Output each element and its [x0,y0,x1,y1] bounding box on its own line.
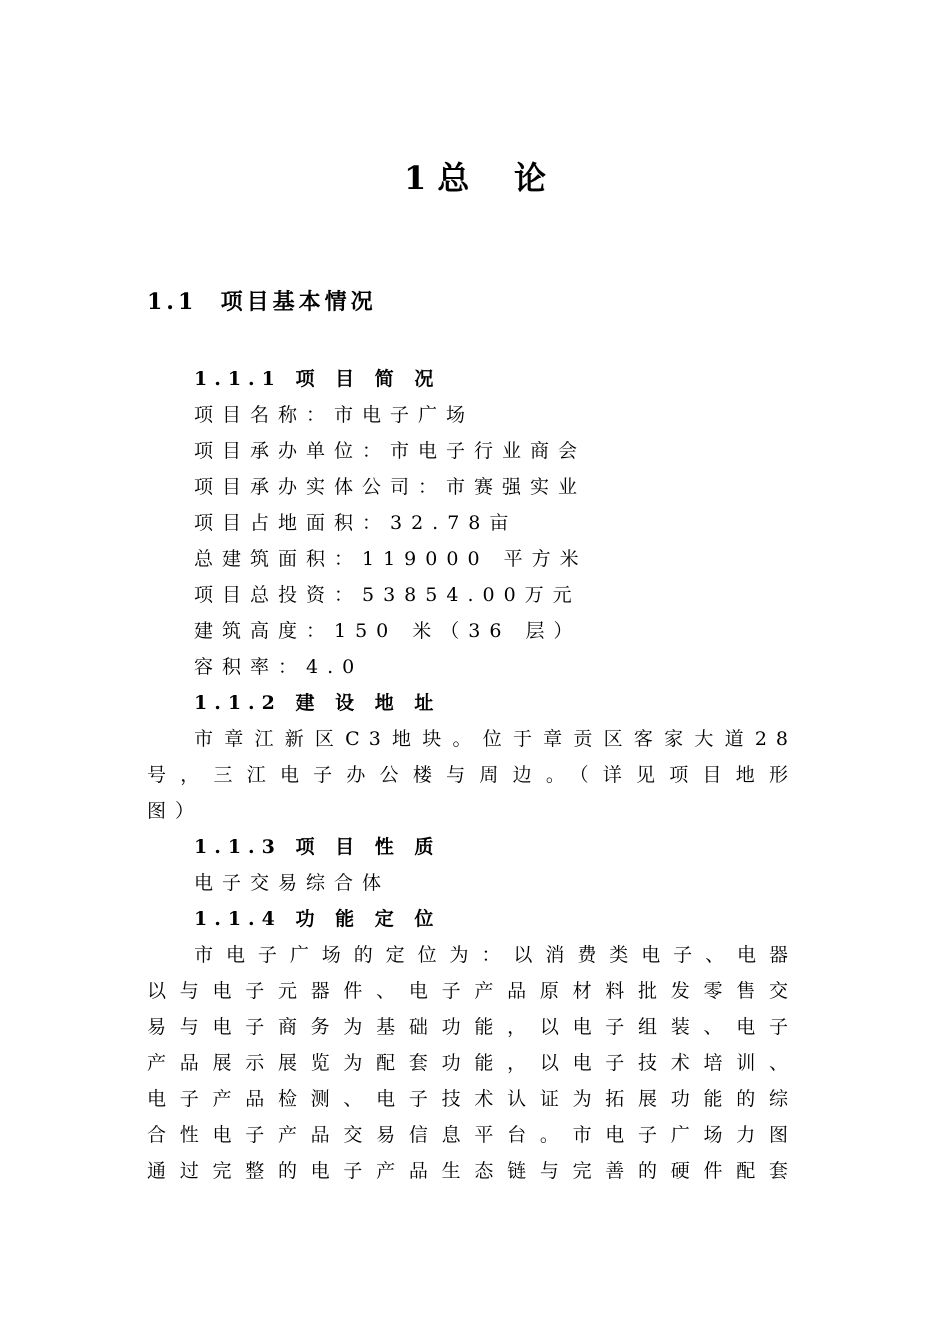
project-organizer-item: 项目承办单位：市电子行业商会 [194,440,587,462]
project-overview-section [147,361,797,1189]
project-nature-heading: 1.1.3 项 目 性 质 [194,836,441,858]
function-positioning-heading: 1.1.4 功 能 定 位 [194,908,441,930]
paragraph-line: 号，三江电子办公楼与周边。（详见项目地形 [147,764,797,786]
paragraph-line: 市章江新区C3地块。位于章贡区客家大道28 [194,728,797,750]
project-land-area-item: 项目占地面积：32.78亩 [194,512,518,534]
project-nature-text: 电子交易综合体 [194,872,391,894]
project-name-item: 项目名称：市电子广场 [194,404,475,426]
paragraph-line: 合性电子产品交易信息平台。市电子广场力图 [147,1124,797,1146]
site-address-heading: 1.1.2 建 设 地 址 [194,692,441,714]
site-address-paragraph [147,721,797,829]
paragraph-line: 以与电子元器件、电子产品原材料批发零售交 [147,980,797,1002]
paragraph-line: 电子产品检测、电子技术认证为拓展功能的综 [147,1088,797,1110]
chapter-title: 1 总 论 [404,159,546,197]
project-building-area-item: 总建筑面积：119000 平方米 [194,548,588,570]
project-overview-heading: 1.1.1 项 目 简 况 [194,368,441,390]
function-positioning-paragraph [147,937,797,1189]
paragraph-line: 图） [147,800,204,822]
paragraph-line: 产品展示展览为配套功能，以电子技术培训、 [147,1052,797,1074]
paragraph-line: 易与电子商务为基础功能，以电子组装、电子 [147,1016,797,1038]
paragraph-line: 通过完整的电子产品生态链与完善的硬件配套 [147,1160,797,1182]
paragraph-line: 市电子广场的定位为：以消费类电子、电器 [194,944,797,966]
project-plot-ratio-item: 容积率：4.0 [194,656,364,678]
section-title: 1.1 项目基本情况 [147,289,377,315]
project-height-item: 建筑高度：150 米（36 层） [194,620,582,642]
project-company-item: 项目承办实体公司：市赛强实业 [194,476,587,498]
project-investment-item: 项目总投资：53854.00万元 [194,584,581,606]
